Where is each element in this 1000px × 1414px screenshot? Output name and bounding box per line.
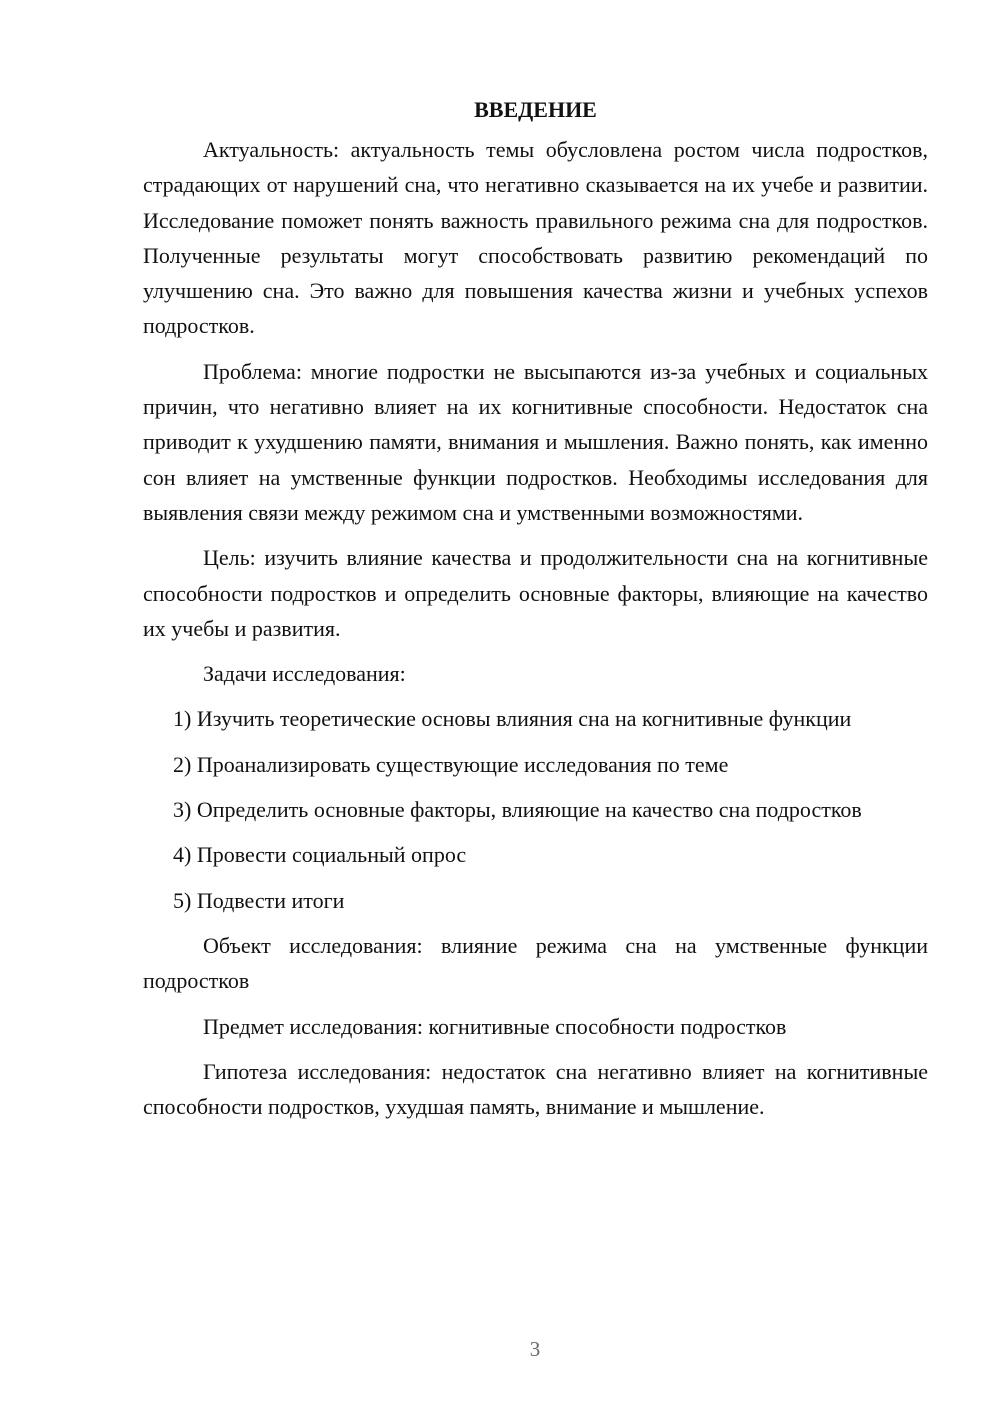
- task-item-5: 5) Подвести итоги: [173, 887, 345, 913]
- paragraph-object: Объект исследования: влияние режима сна на умственные функции подростков: [143, 932, 928, 994]
- paragraph-tasks-heading: Задачи исследования:: [203, 661, 406, 687]
- paragraph-hypothesis: Гипотеза исследования: недостаток сна негативно влияет на когнитивные способности подростков, ухудшая память, внимание и мышление.: [143, 1058, 928, 1120]
- paragraph-goal: Цель: изучить влияние качества и продолжительности сна на когнитивные способности подростков и определить основные факторы, влияющие на качество их учебы и развития.: [143, 545, 928, 641]
- task-item-1: 1) Изучить теоретические основы влияния сна на когнитивные функции: [173, 706, 852, 732]
- page-content: [143, 92, 928, 1134]
- task-item-3: 3) Определить основные факторы, влияющие на качество сна подростков: [173, 797, 862, 823]
- paragraph-subject: Предмет исследования: когнитивные способности подростков: [203, 1013, 787, 1039]
- paragraph-problem: Проблема: многие подростки не высыпаются из-за учебных и социальных причин, что негативно влияет на их когнитивные способности. Недостаток сна приводит к ухудшению памяти, внимания и мышления. Важно понять, как именно сон влияет на умственные функции подростков. Необходимы исследования для выявления связи между режимом сна и умственными возможностями.: [143, 358, 928, 525]
- page-number: 3: [529, 1337, 541, 1361]
- task-item-4: 4) Провести социальный опрос: [173, 842, 467, 868]
- section-title: ВВЕДЕНИЕ: [474, 97, 597, 122]
- paragraph-relevance: Актуальность: актуальность темы обусловлена ростом числа подростков, страдающих от нарушений сна, что негативно сказывается на их учебе и развитии. Исследование поможет понять важность правильного режима сна для подростков. Полученные результаты могут способствовать развитию рекомендаций по улучшению сна. Это важно для повышения качества жизни и учебных успехов подростков.: [143, 137, 928, 339]
- task-item-2: 2) Проанализировать существующие исследования по теме: [173, 751, 729, 777]
